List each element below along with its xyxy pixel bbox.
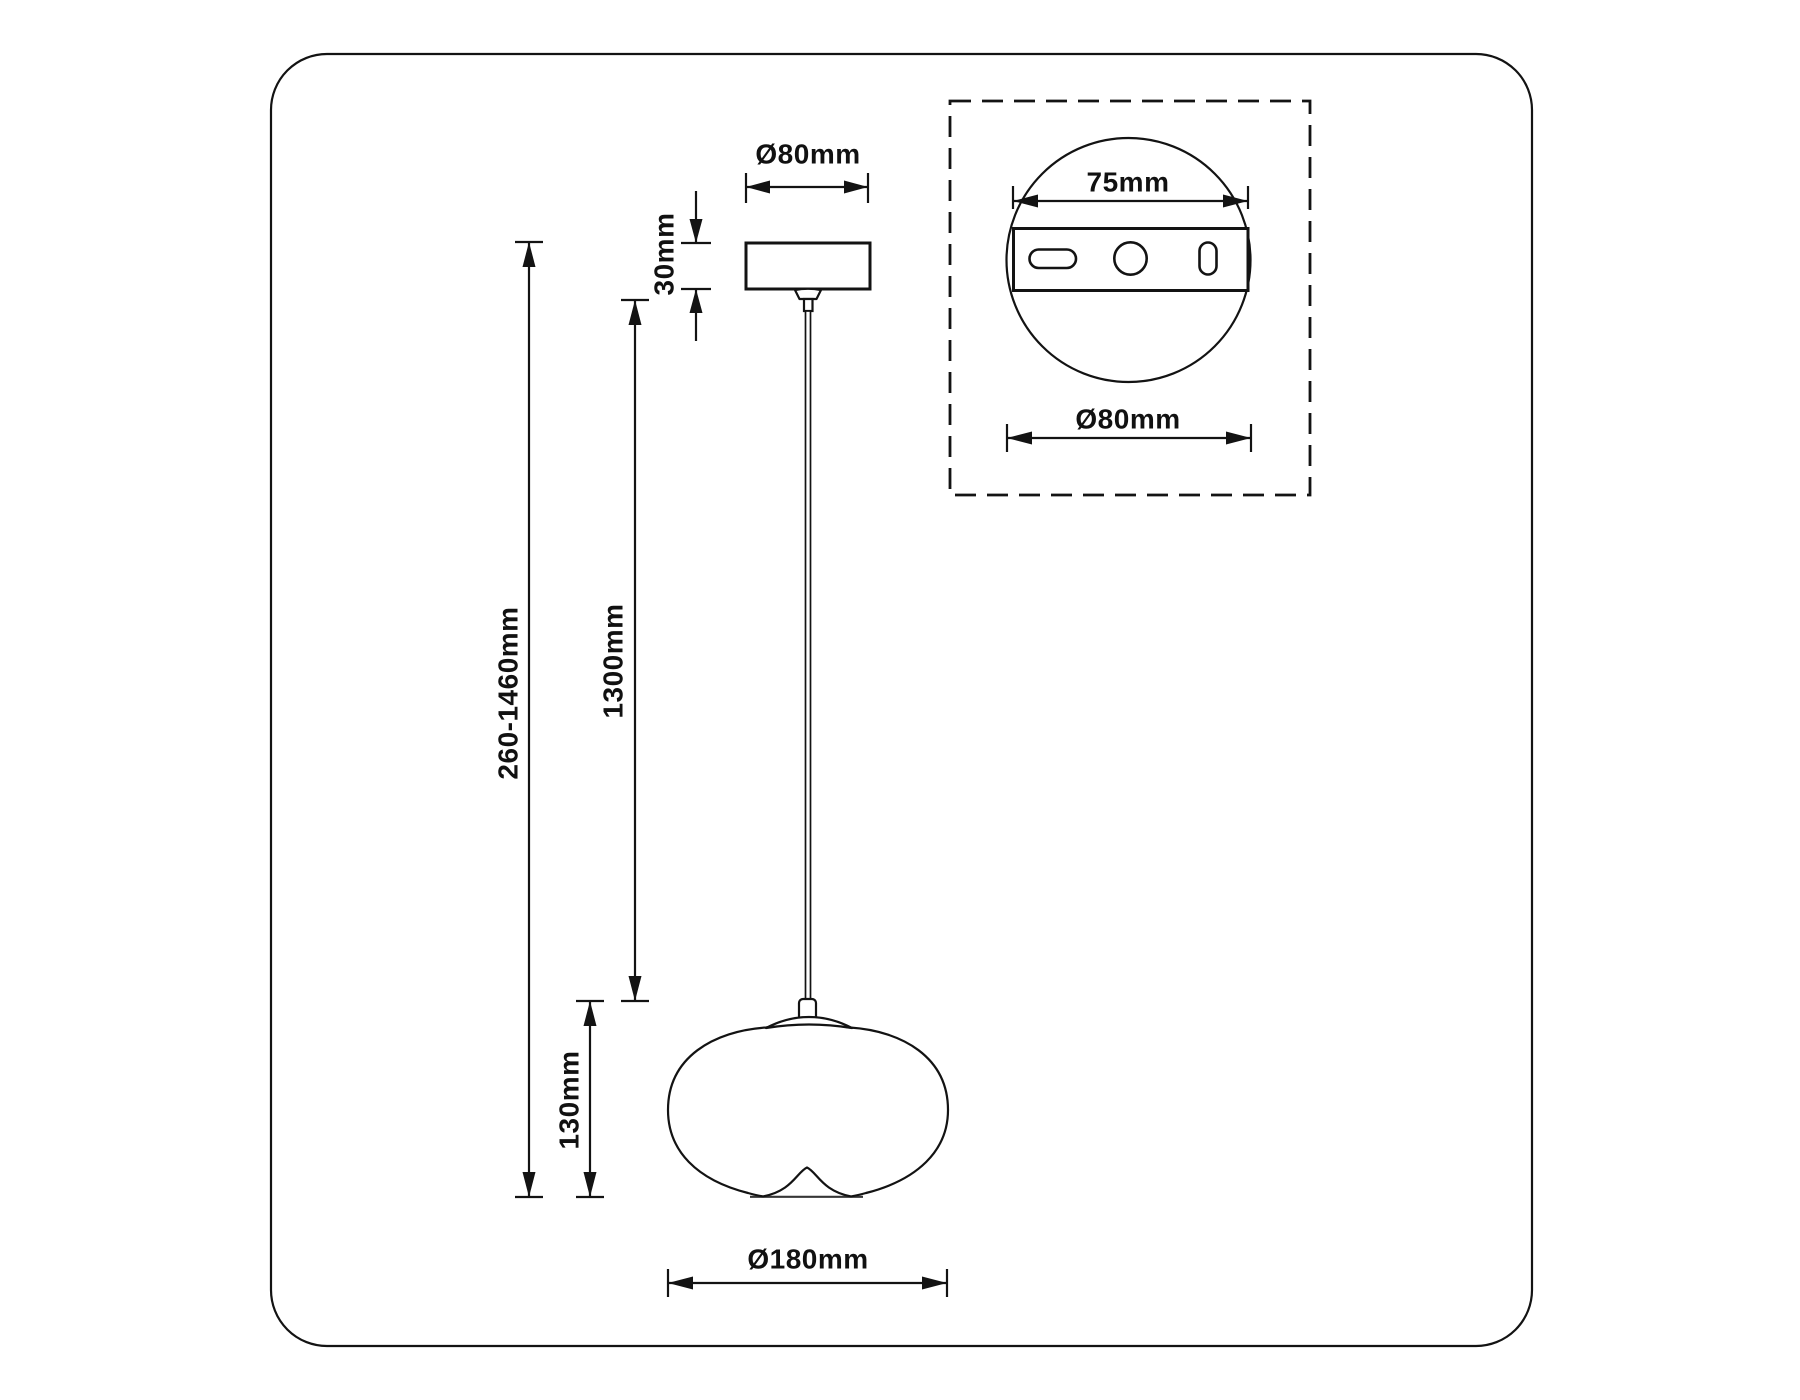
arrow-up-icon: [523, 242, 536, 267]
canopy: [746, 243, 870, 289]
arrow-right-icon: [1226, 432, 1251, 445]
arrow-left-icon: [668, 1277, 693, 1290]
arrow-left-icon: [746, 181, 770, 194]
mounting-bracket: [1014, 229, 1249, 291]
bracket-width-label: 75mm: [1086, 166, 1170, 198]
arrow-up-icon: [629, 300, 642, 325]
detail-frame: [950, 101, 1310, 495]
arrow-right-icon: [922, 1277, 947, 1290]
shade-height-label: 130mm: [553, 1050, 585, 1150]
detail-canopy-diameter-label: Ø80mm: [1075, 403, 1181, 435]
arrow-up-icon: [690, 289, 703, 313]
dim-canopy-diameter: [746, 139, 868, 204]
arrow-down-icon: [584, 1172, 597, 1197]
arrow-down-icon: [629, 976, 642, 1001]
canopy-height-label: 30mm: [648, 212, 680, 296]
detail-view: [950, 101, 1310, 495]
dim-cord-length: [598, 300, 650, 1001]
dim-shade-height: [554, 1001, 605, 1197]
shade-diameter-label: Ø180mm: [747, 1243, 869, 1275]
suspension-wire: [806, 311, 811, 999]
arrow-right-icon: [844, 181, 868, 194]
dim-total-height: [493, 242, 544, 1197]
dim-canopy-height: [649, 191, 712, 341]
arrow-right-icon: [1223, 195, 1248, 208]
arrow-up-icon: [584, 1001, 597, 1026]
shade-body: [668, 1024, 948, 1196]
arrow-left-icon: [1007, 432, 1032, 445]
canopy-diameter-label: Ø80mm: [755, 138, 861, 170]
arrow-down-icon: [690, 219, 703, 243]
arrow-down-icon: [523, 1172, 536, 1197]
dim-shade-diameter: [668, 1244, 947, 1298]
total-height-label: 260-1460mm: [492, 606, 524, 780]
cord-length-label: 1300mm: [597, 603, 629, 719]
cord-grip-nipple: [804, 299, 813, 311]
cord-grip: [795, 289, 821, 299]
pendant-main-view: [668, 243, 948, 1197]
dim-detail-canopy-diameter: [1007, 404, 1251, 453]
